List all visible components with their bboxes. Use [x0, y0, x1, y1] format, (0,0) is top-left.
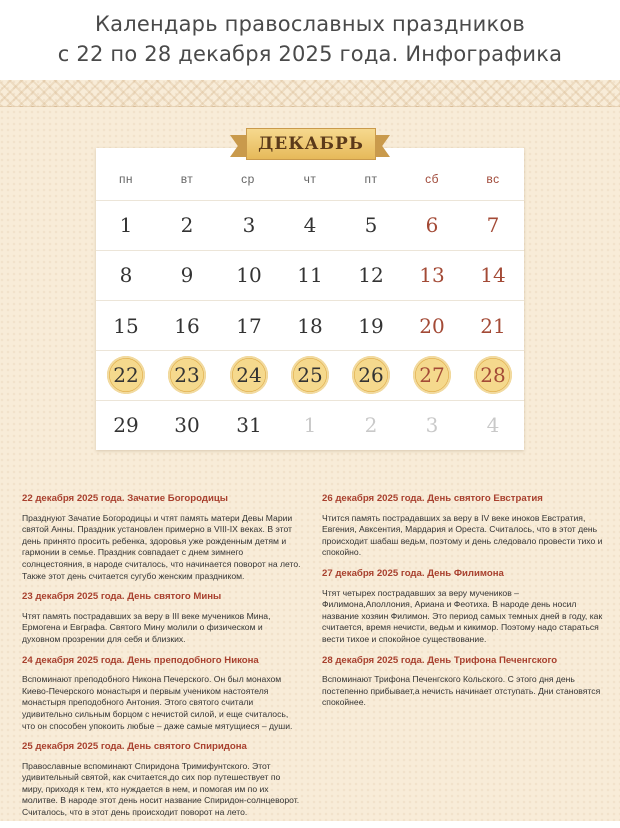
- ornament-border: [0, 80, 620, 107]
- section-heading: 25 декабря 2025 года. День святого Спиридона: [22, 741, 247, 753]
- calendar-day-next-month: 2: [364, 413, 378, 437]
- month-banner: [230, 126, 390, 162]
- section-heading: 28 декабря 2025 года. День Трифона Печенгского: [322, 654, 558, 666]
- weekday-sat: сб: [425, 172, 439, 186]
- calendar-day: 11: [297, 263, 323, 287]
- row-divider: [96, 250, 524, 251]
- calendar-day: 18: [297, 314, 323, 338]
- calendar-day-highlighted: 26: [352, 356, 390, 394]
- text-column-right: [322, 490, 604, 718]
- weekday-mon: пн: [118, 172, 134, 186]
- calendar-day-highlighted: 22: [107, 356, 145, 394]
- calendar-day: 29: [113, 413, 139, 437]
- weekday-thu: чт: [303, 172, 317, 186]
- calendar-day-highlighted: 25: [291, 356, 329, 394]
- calendar-day: 6: [425, 213, 439, 237]
- calendar-day: 10: [236, 263, 262, 287]
- page-title-line-2: с 22 по 28 декабря 2025 года. Инфографика: [57, 42, 563, 66]
- row-divider: [96, 200, 524, 201]
- section-body: Празднуют Зачатие Богородицы и чтят память матери Девы Марии святой Анны. Праздник установлен примерно в VIII-IX веках. В этот день принято просить ребенка, здоровья уже рожденным детям и гармонии в семье. Праздник совпадает с днем зимнего солнцестояния, в народе считалось, что начинается поворот на лето. Также этот день считается сугубо женским праздником.: [22, 512, 301, 581]
- calendar-day: 21: [480, 314, 506, 338]
- calendar-day: 19: [358, 314, 384, 338]
- section-heading: 22 декабря 2025 года. Зачатие Богородицы: [22, 493, 228, 504]
- weekday-tue: вт: [180, 172, 194, 186]
- calendar-day-next-month: 1: [303, 413, 317, 437]
- calendar-day: 16: [174, 314, 200, 338]
- title-area: [0, 0, 620, 80]
- weekday-header: [96, 172, 524, 190]
- row-divider: [96, 350, 524, 351]
- calendar-day-next-month: 4: [486, 413, 500, 437]
- calendar-day-highlighted: 23: [168, 356, 206, 394]
- weekday-wed: ср: [241, 172, 255, 186]
- calendar-day: 3: [242, 213, 256, 237]
- calendar-day: 14: [480, 263, 506, 287]
- text-column-left: [22, 490, 302, 828]
- calendar-day-next-month: 3: [425, 413, 439, 437]
- calendar-day: 9: [180, 263, 194, 287]
- row-divider: [96, 400, 524, 401]
- calendar-day: 1: [119, 213, 133, 237]
- weekday-fri: пт: [364, 172, 378, 186]
- section-body: Вспоминают Трифона Печенгского Кольского. С этого дня день постепенно прибывает,а нечисть начинает отступать. Дни становятся спокойнее.: [322, 674, 601, 708]
- section-body: Вспоминают преподобного Никона Печерского. Он был монахом Киево-Печерского монастыря и первым учеником настоятеля монастыря преподобного Антония. Этого святого считали удивительно сильным борцом с нечистой силой, и еще считалось, что он способен упокоить любые – даже самые мятущиеся – души.: [22, 674, 293, 731]
- section-heading: 27 декабря 2025 года. День Филимона: [322, 567, 504, 579]
- page-title-line-1: Календарь православных праздников: [95, 12, 525, 36]
- calendar-day-highlighted: 27: [413, 356, 451, 394]
- section-body: Православные вспоминают Спиридона Тримифунтского. Этот удивительный святой, как считается,до сих пор путешествует по миру, приходя к тем, кто нуждается в нем, и помогая им по их молитве. В народе этот день носит название Спиридон-солнцеворот. Считалось, что в этот день происходит поворот на лето.: [22, 760, 300, 818]
- calendar-day: 17: [236, 314, 262, 338]
- row-divider: [96, 300, 524, 301]
- calendar-day: 13: [419, 263, 445, 287]
- calendar-day: 12: [358, 263, 384, 287]
- section-heading: 23 декабря 2025 года. День святого Мины: [22, 591, 222, 603]
- section-heading: 26 декабря 2025 года. День святого Евстратия: [322, 493, 543, 504]
- calendar-day: 8: [119, 263, 133, 287]
- calendar-day: 15: [113, 314, 139, 338]
- calendar-day-highlighted: 28: [474, 356, 512, 394]
- section-body: Чтят память пострадавших за веру в III веке мучеников Мина, Ермогена и Евграфа. Святого Мину молили о физическом и духовном прозрении для себя и близких.: [22, 610, 271, 644]
- section-heading: 24 декабря 2025 года. День преподобного Никона: [22, 654, 259, 666]
- calendar-day: 4: [303, 213, 317, 237]
- calendar-day: 20: [419, 314, 445, 338]
- section-body: Чтят четырех пострадавших за веру мучеников – Филимона,Аполлония, Ариана и Феотиха. В народе день носил название хозяин Филимон. Это период самых темных дней в году, как считается, время нечисти, ведьм и кикимор. Поэтому надо стараться вести тихое и спокойное существование.: [322, 587, 603, 644]
- calendar-day: 5: [364, 213, 378, 237]
- calendar-day: 2: [180, 213, 194, 237]
- weekday-sun: вс: [486, 172, 500, 186]
- calendar-day: 30: [174, 413, 200, 437]
- calendar-day: 7: [486, 213, 500, 237]
- month-label: ДЕКАБРЬ: [246, 128, 376, 160]
- calendar-day-highlighted: 24: [230, 356, 268, 394]
- calendar-day: 31: [236, 413, 262, 437]
- section-body: Чтится память пострадавших за веру в IV веке иноков Евстратия, Евгения, Авксентия, Мардария и Ореста. Считалось, что в этот день происходит шабаш ведьм, поэтому и день следовало провести тихо и спокойно.: [322, 512, 603, 558]
